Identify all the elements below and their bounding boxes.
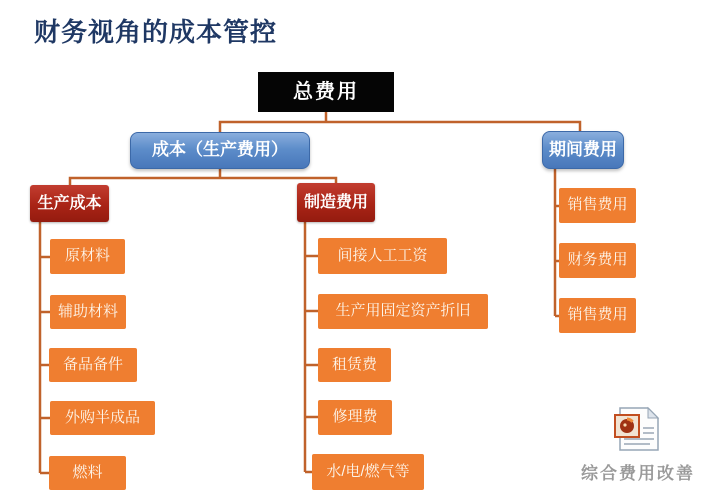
node-auxiliary-materials bbox=[50, 295, 126, 329]
node-fixed-asset-depreciation-label: 生产用固定资产折旧 bbox=[335, 302, 471, 320]
node-cost-production-expenses bbox=[130, 132, 310, 169]
page-title: 财务视角的成本管控 bbox=[34, 17, 278, 47]
node-selling-expense-1-label: 销售费用 bbox=[567, 196, 628, 214]
node-financial-expense-label: 财务费用 bbox=[567, 251, 628, 269]
node-utilities bbox=[312, 454, 424, 490]
node-repair-fee-label: 修理费 bbox=[332, 408, 378, 426]
node-raw-materials bbox=[50, 239, 125, 274]
node-period-expenses bbox=[542, 131, 624, 169]
node-auxiliary-materials-label: 辅助材料 bbox=[57, 302, 118, 320]
connector-root-split bbox=[220, 112, 580, 132]
node-utilities-label: 水/电/燃气等 bbox=[326, 462, 410, 480]
ppt-document-icon bbox=[606, 400, 664, 456]
node-production-cost bbox=[30, 185, 109, 222]
node-purchased-semifinished bbox=[50, 401, 155, 435]
node-financial-expense bbox=[559, 243, 636, 278]
node-selling-expense-2-label: 销售费用 bbox=[567, 306, 628, 324]
node-indirect-labor-wages-label: 间接人工工资 bbox=[337, 246, 428, 264]
document-fold-corner bbox=[648, 408, 658, 418]
node-spare-parts-label: 备品备件 bbox=[62, 355, 123, 373]
node-repair-fee bbox=[318, 400, 392, 435]
node-total-expenses bbox=[258, 72, 394, 112]
node-fuel-label: 燃料 bbox=[72, 463, 103, 481]
connector-manufacturing-trunk bbox=[305, 222, 318, 472]
node-rental-fee-label: 租赁费 bbox=[331, 355, 377, 373]
node-raw-materials-label: 原材料 bbox=[64, 247, 110, 265]
node-fixed-asset-depreciation bbox=[318, 294, 488, 329]
node-spare-parts bbox=[49, 348, 137, 382]
node-selling-expense-1 bbox=[559, 188, 636, 223]
node-selling-expense-2 bbox=[559, 298, 636, 333]
node-total-expenses-label: 总费用 bbox=[293, 81, 359, 103]
node-fuel bbox=[49, 456, 126, 490]
node-purchased-semifinished-label: 外购半成品 bbox=[64, 408, 140, 426]
node-rental-fee bbox=[318, 348, 391, 382]
node-period-expenses-label: 期间费用 bbox=[549, 139, 617, 159]
watermark-text: 综合费用改善 bbox=[581, 464, 695, 483]
node-manufacturing-expense bbox=[297, 183, 375, 222]
connector-cost-split bbox=[70, 169, 336, 185]
node-indirect-labor-wages bbox=[318, 238, 447, 274]
node-cost-production-expenses-label: 成本（生产费用） bbox=[152, 140, 288, 160]
connector-production-trunk bbox=[40, 222, 50, 473]
ppt-badge-chart-dot bbox=[623, 423, 626, 426]
node-production-cost-label: 生产成本 bbox=[37, 194, 102, 212]
node-manufacturing-expense-label: 制造费用 bbox=[303, 193, 368, 211]
